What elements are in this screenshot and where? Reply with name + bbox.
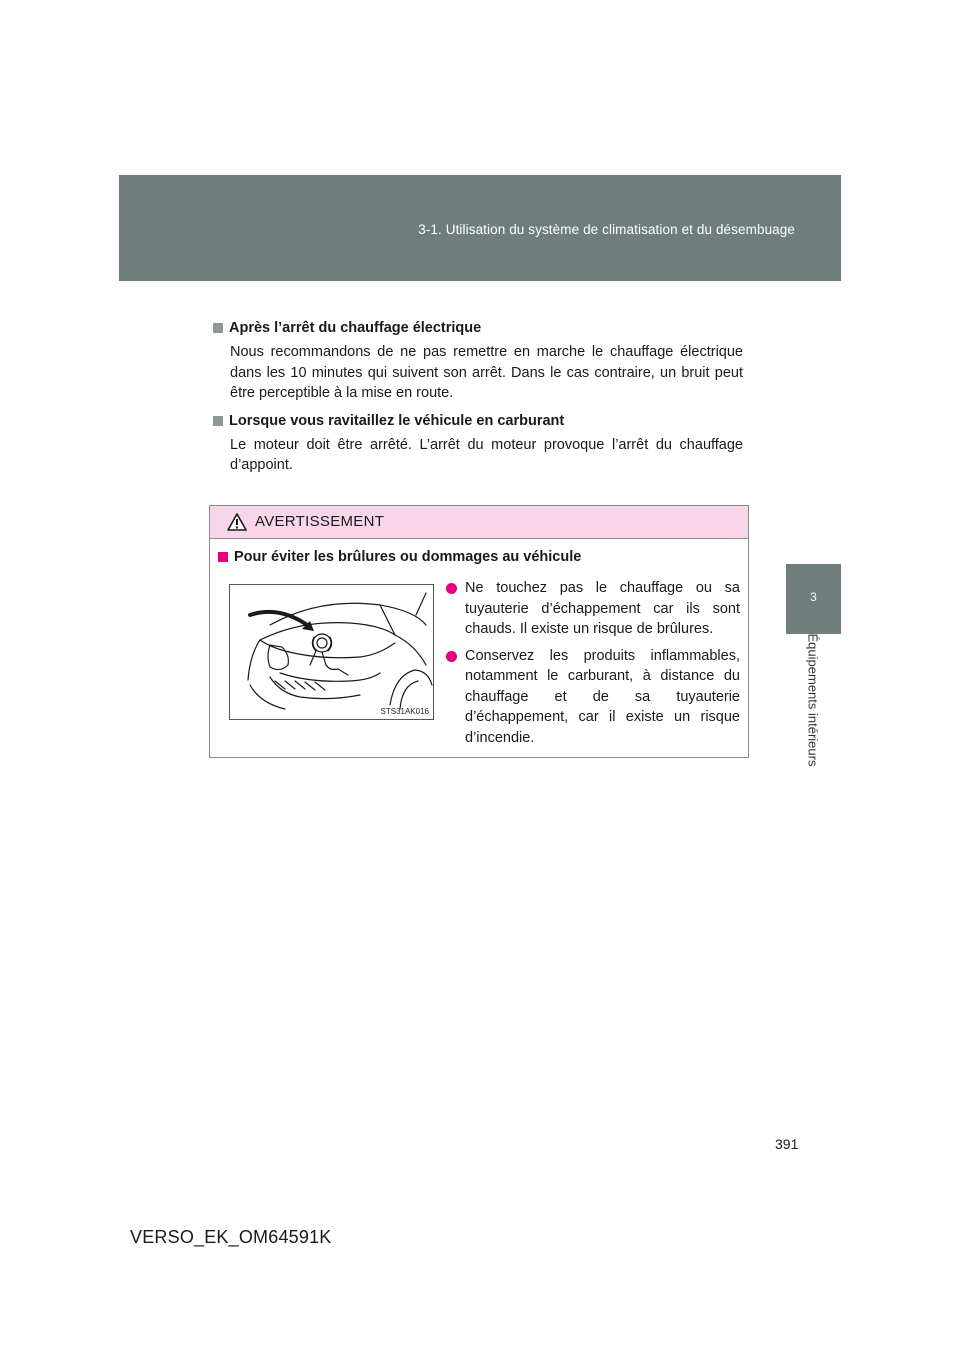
- bullet-dot-icon: [446, 651, 457, 662]
- chapter-number: 3: [810, 590, 817, 604]
- document-code: VERSO_EK_OM64591K: [130, 1227, 332, 1247]
- section-heading-text: Lorsque vous ravitaillez le véhicule en carburant: [229, 412, 565, 429]
- warning-header: [210, 506, 748, 539]
- chapter-label: Équipements intérieurs: [805, 633, 821, 767]
- square-bullet-icon: [213, 416, 223, 426]
- warning-title: AVERTISSEMENT: [255, 513, 385, 530]
- list-item: [446, 646, 740, 749]
- chapter-tab: [786, 564, 841, 634]
- square-bullet-icon: [213, 323, 223, 333]
- image-code: STS31AK016: [380, 707, 429, 716]
- section-heading: [213, 320, 743, 336]
- page-number: 391: [775, 1136, 799, 1152]
- warning-subtitle: [218, 549, 581, 565]
- list-item: [446, 578, 740, 640]
- section-paragraph: Nous recommandons de ne pas remettre en marche le chauffage électrique dans les 10 minutes qui suivent son arrêt. Dans le cas contraire, un bruit peut être perceptible à la mise en route.: [230, 344, 743, 401]
- section-heading-text: Après l’arrêt du chauffage électrique: [229, 320, 482, 336]
- warning-bullet-list: [446, 578, 740, 754]
- heater-illustration: [229, 584, 434, 720]
- warning-triangle-icon: [227, 513, 247, 531]
- list-item-text: Ne touchez pas le chauffage ou sa tuyauterie d’échappement car ils sont chauds. Il existe un risque de brûlures.: [465, 580, 740, 637]
- list-item-text: Conservez les produits inflammables, notamment le carburant, à distance du chauffage et de sa tuyauterie d’échappement, car il existe un risque d’incendie.: [465, 647, 740, 746]
- section-title: 3-1. Utilisation du système de climatisation et du désembuage: [418, 222, 795, 237]
- section-heading: [213, 413, 743, 429]
- warning-box: [209, 505, 749, 758]
- warning-subtitle-text: Pour éviter les brûlures ou dommages au véhicule: [234, 549, 582, 565]
- chapter-header-band: [119, 175, 841, 281]
- section-paragraph: Le moteur doit être arrêté. L’arrêt du moteur provoque l’arrêt du chauffage d’appoint.: [230, 436, 743, 473]
- square-bullet-icon: [218, 552, 228, 562]
- car-front-heater-drawing: [230, 585, 433, 719]
- bullet-dot-icon: [446, 583, 457, 594]
- main-content: [213, 320, 743, 485]
